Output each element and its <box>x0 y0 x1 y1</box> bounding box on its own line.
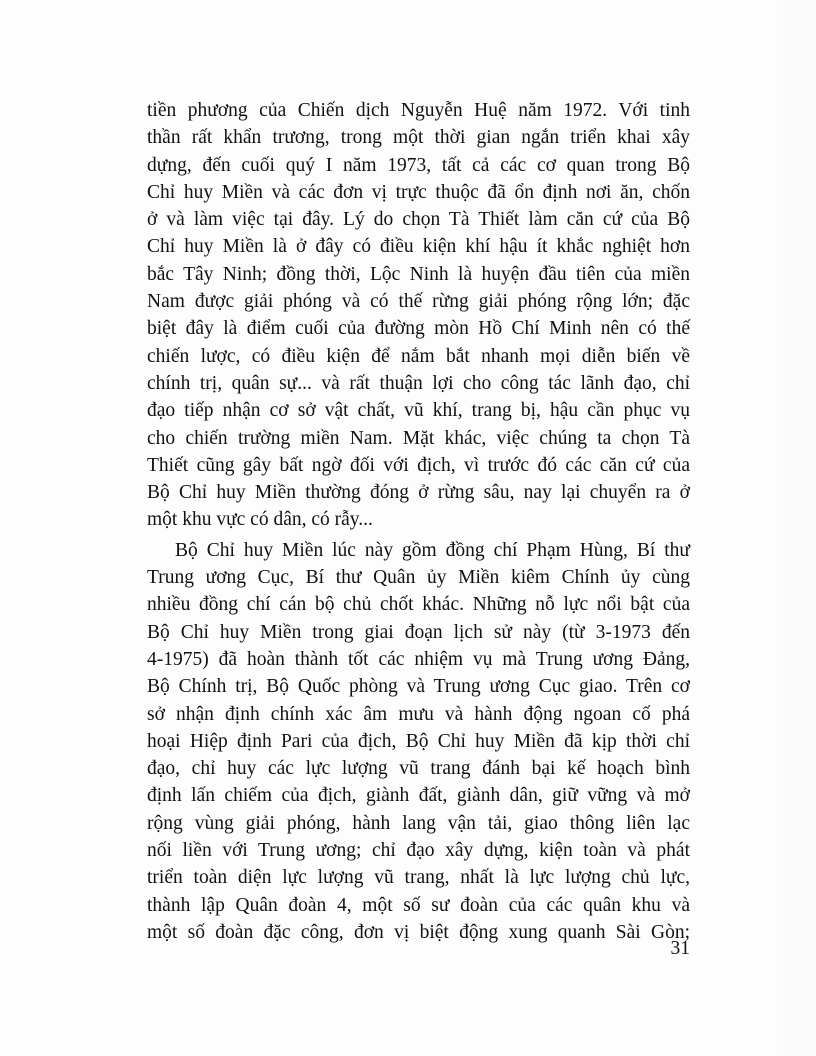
text-line: Chỉ huy Miền và các đơn vị trực thuộc đã ổn định nơi ăn, chốn <box>147 181 690 203</box>
text-line: biệt đây là điểm cuối của đường mòn Hồ Chí Minh nên có thế <box>147 318 690 340</box>
text-line: Bộ Chính trị, Bộ Quốc phòng và Trung ương Cục giao. Trên cơ <box>147 676 690 698</box>
text-line: tiền phương của Chiến dịch Nguyễn Huệ năm 1972. Với tinh <box>147 100 690 121</box>
page-number: 31 <box>670 938 690 959</box>
text-line: đạo, chỉ huy các lực lượng vũ trang đánh bại kế hoạch bình <box>147 758 690 780</box>
text-line: cho chiến trường miền Nam. Mặt khác, việc chúng ta chọn Tà <box>147 427 690 449</box>
body-text <box>147 97 690 946</box>
text-line: 4-1975) đã hoàn thành tốt các nhiệm vụ mà Trung ương Đảng, <box>147 648 690 670</box>
text-line: thần rất khẩn trương, trong một thời gian ngắn triển khai xây <box>147 127 690 149</box>
text-line: Chỉ huy Miền là ở đây có điều kiện khí hậu ít khắc nghiệt hơn <box>147 236 690 258</box>
text-line: rộng vùng giải phóng, hành lang vận tải, giao thông liên lạc <box>147 812 690 834</box>
text-line: dựng, đến cuối quý I năm 1973, tất cả các cơ quan trong Bộ <box>147 154 690 176</box>
text-line: một khu vực có dân, có rẫy... <box>147 509 373 531</box>
text-line: sở nhận định chính xác âm mưu và hành động ngoan cố phá <box>147 703 690 725</box>
text-line: bắc Tây Ninh; đồng thời, Lộc Ninh là huyện đầu tiên của miền <box>147 263 690 285</box>
text-line: nhiều đồng chí cán bộ chủ chốt khác. Những nỗ lực nổi bật của <box>147 594 690 616</box>
text-line: Bộ Chỉ huy Miền trong giai đoạn lịch sử này (từ 3-1973 đến <box>147 621 690 643</box>
text-line: ở và làm việc tại đây. Lý do chọn Tà Thiết làm căn cứ của Bộ <box>147 209 690 231</box>
text-line: Bộ Chỉ huy Miền lúc này gồm đồng chí Phạm Hùng, Bí thư <box>175 539 690 561</box>
text-line: Thiết cũng gây bất ngờ đối với địch, vì trước đó các căn cứ của <box>147 454 690 476</box>
text-line: hoại Hiệp định Pari của địch, Bộ Chỉ huy Miền đã kịp thời chỉ <box>147 730 690 752</box>
paragraph-1 <box>147 97 690 534</box>
text-line: Nam được giải phóng và có thế rừng giải phóng rộng lớn; đặc <box>147 291 690 313</box>
text-line: triển toàn diện lực lượng vũ trang, nhất là lực lượng chủ lực, <box>147 867 690 889</box>
text-line: chính trị, quân sự... và rất thuận lợi cho công tác lãnh đạo, chỉ <box>147 372 690 394</box>
text-line: một số đoàn đặc công, đơn vị biệt động xung quanh Sài Gòn; <box>147 921 690 943</box>
text-line: đạo tiếp nhận cơ sở vật chất, vũ khí, trang bị, hậu cần phục vụ <box>147 400 690 422</box>
text-line: chiến lược, có điều kiện để nắm bắt nhanh mọi diễn biến về <box>147 345 690 367</box>
text-line: thành lập Quân đoàn 4, một số sư đoàn của các quân khu và <box>147 894 690 916</box>
text-line: Trung ương Cục, Bí thư Quân ủy Miền kiêm Chính ủy cùng <box>147 567 690 589</box>
text-line: định lấn chiếm của địch, giành đất, giành dân, giữ vững và mở <box>147 785 690 807</box>
page-edge-shade <box>777 0 816 1056</box>
text-line: nối liền với Trung ương; chỉ đạo xây dựng, kiện toàn và phát <box>147 840 690 862</box>
paragraph-2 <box>147 537 690 946</box>
text-line: Bộ Chỉ huy Miền thường đóng ở rừng sâu, nay lại chuyển ra ở <box>147 482 690 504</box>
